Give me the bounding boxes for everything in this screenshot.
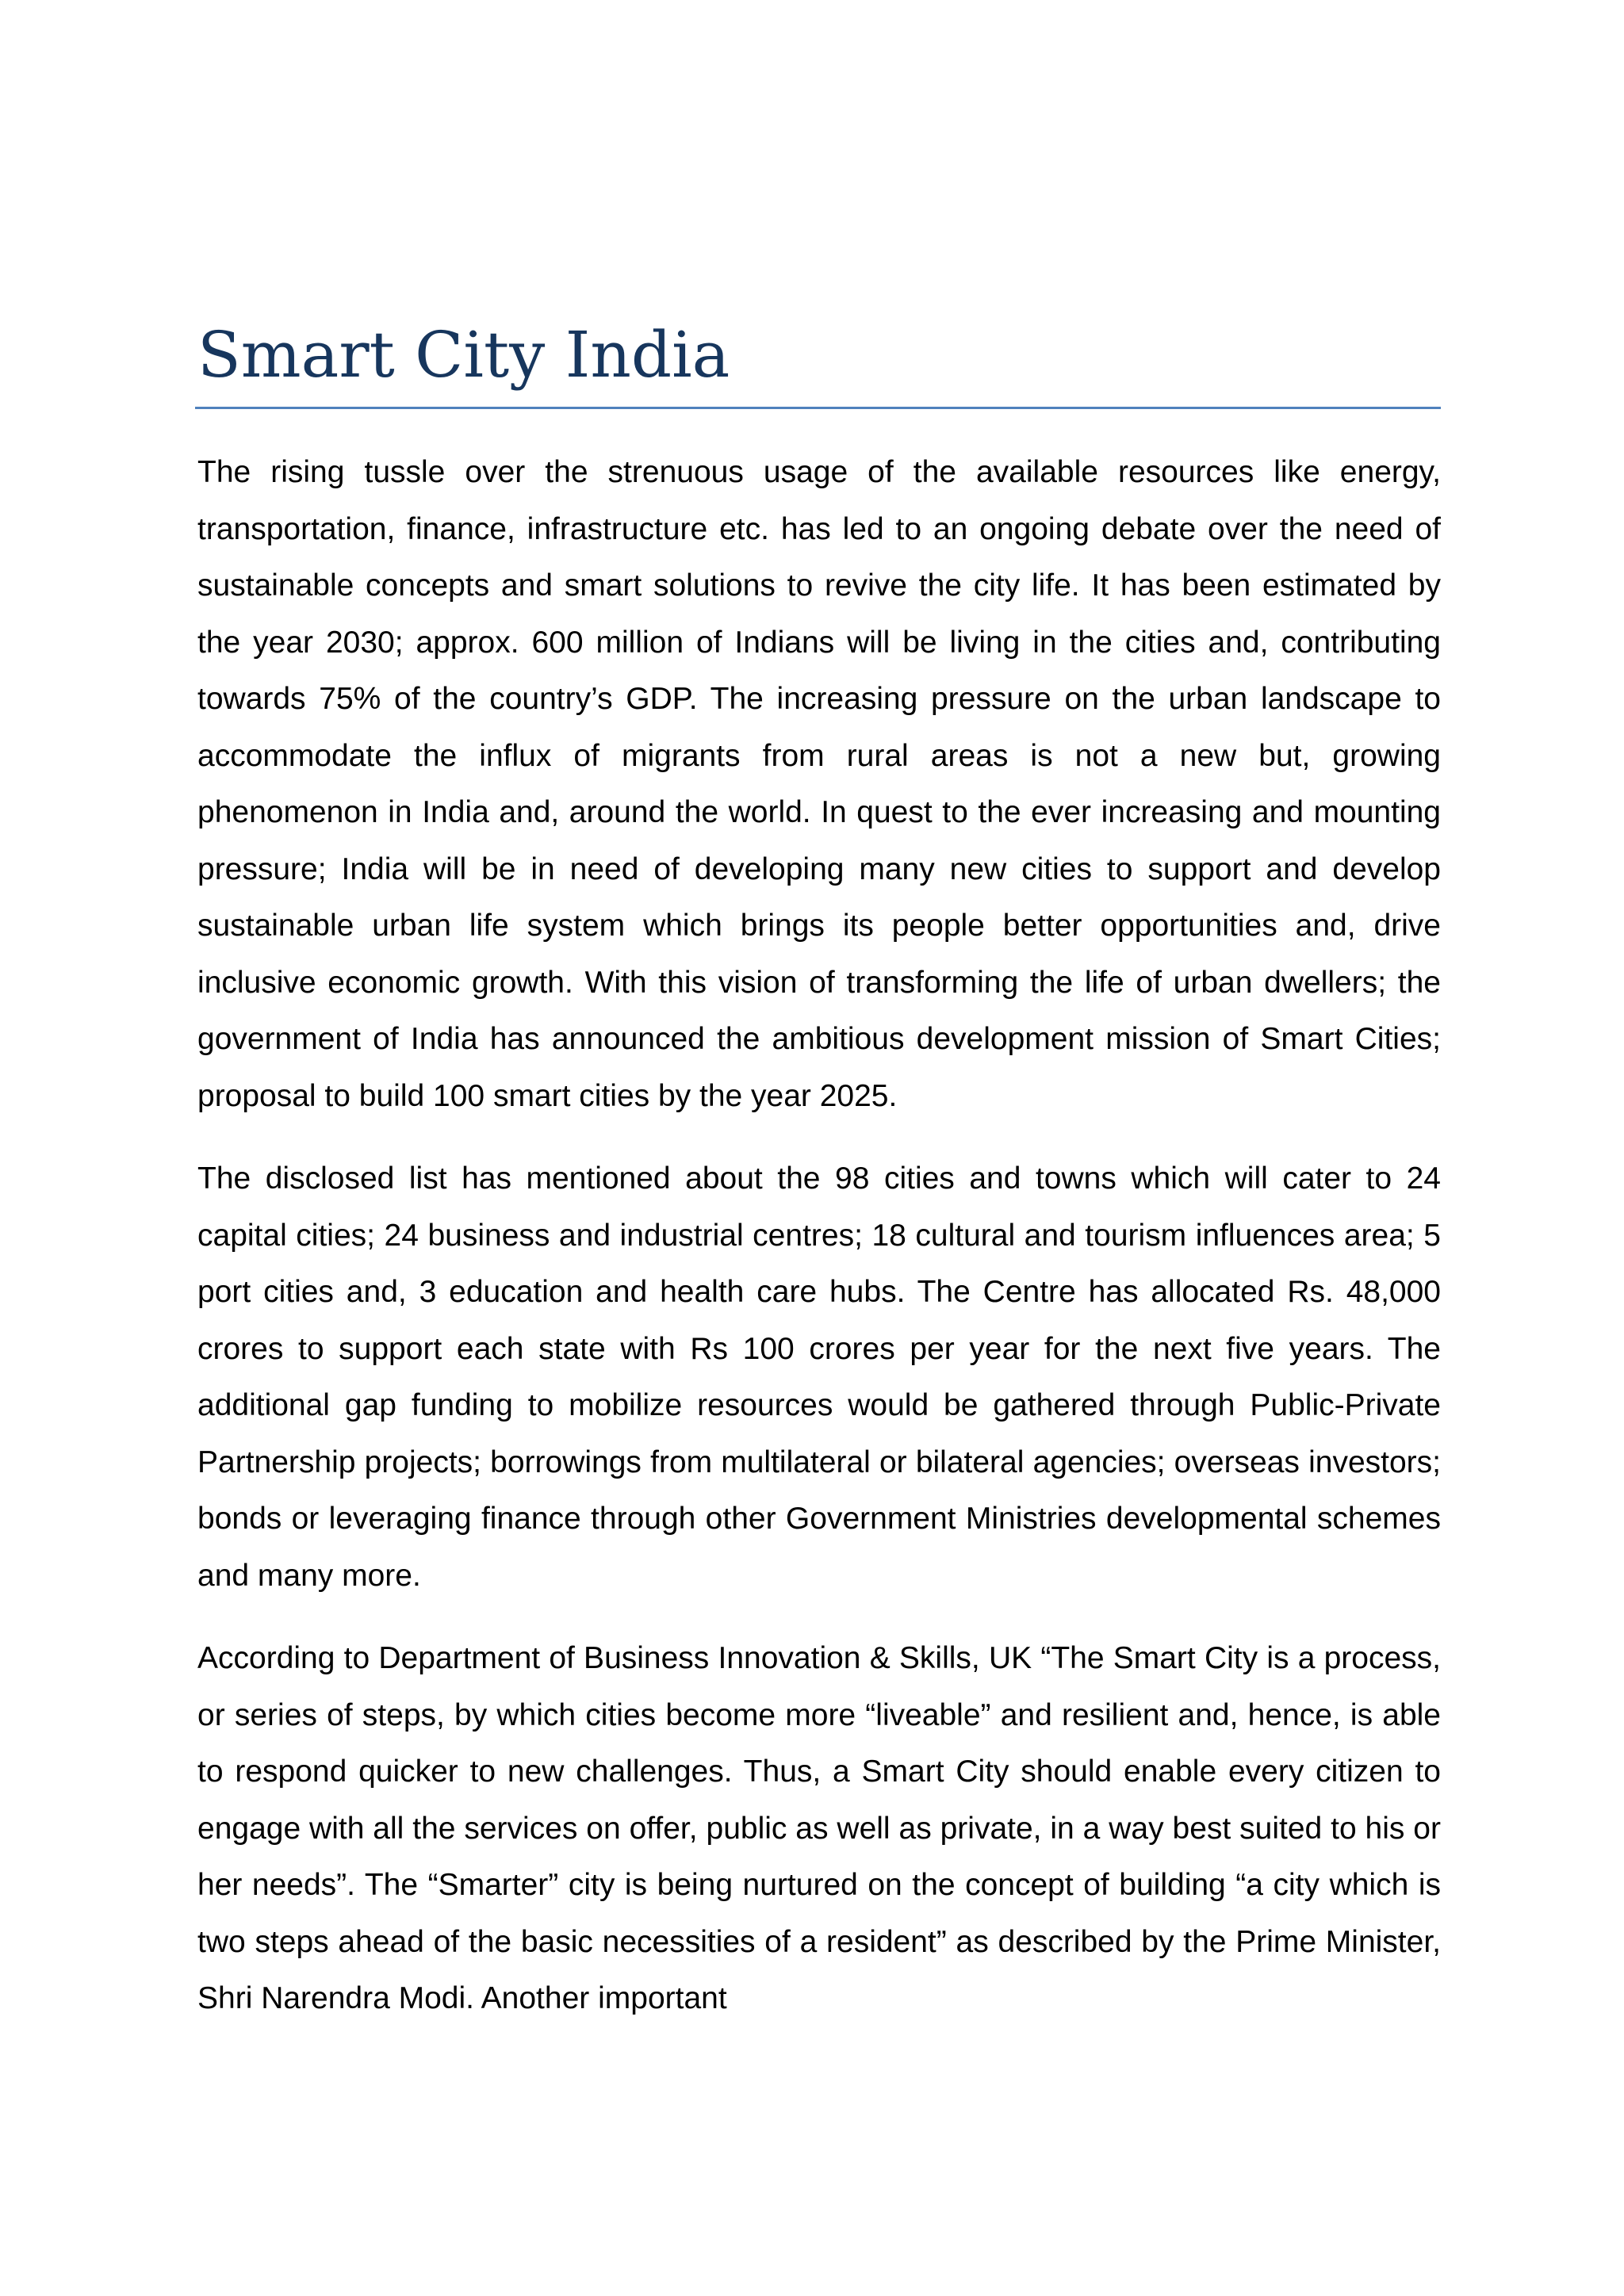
document-body [197,444,1441,2053]
paragraph-city-list: The disclosed list has mentioned about the 98 cities and towns which will cater to 24 capital cities; 24 business and industrial centres; 18 cultural and tourism influences area; 5 port cities and, 3 education and health care hubs. The Centre has allocated Rs. 48,000 crores to support each state with Rs 100 crores per year for the next five years. The additional gap funding to mobilize resources would be gathered through Public-Private Partnership projects; borrowings from multilateral or bilateral agencies; overseas investors; bonds or leveraging finance through other Government Ministries developmental schemes and many more. [197,1161,1441,1593]
paragraph-definition: According to Department of Business Innovation & Skills, UK “The Smart City is a process, or series of steps, by which cities become more “liveable” and resilient and, hence, is able to respond quicker to new challenges. Thus, a Smart City should enable every citizen to engage with all the services on offer, public as well as private, in a way best suited to his or her needs”. The “Smarter” city is being nurtured on the concept of building “a city which is two steps ahead of the basic necessities of a resident” as described by the Prime Minister, Shri Narendra Modi. Another important [197,1641,1441,2015]
title-underline [195,407,1441,409]
paragraph-intro: The rising tussle over the strenuous usage of the available resources like energy, transportation, finance, infrastructure etc. has led to an ongoing debate over the need of sustainable concepts and smart solutions to revive the city life. It has been estimated by the year 2030; approx. 600 million of Indians will be living in the cities and, contributing towards 75% of the country’s GDP. The increasing pressure on the urban landscape to accommodate the influx of migrants from rural areas is not a new but, growing phenomenon in India and, around the world. In quest to the ever increasing and mounting pressure; India will be in need of developing many new cities to support and develop sustainable urban life system which brings its people better opportunities and, drive inclusive economic growth. With this vision of transforming the life of urban dwellers; the government of India has announced the ambitious development mission of Smart Cities; proposal to build 100 smart cities by the year 2025. [197,455,1441,1113]
document-title: Smart City India [197,318,730,392]
